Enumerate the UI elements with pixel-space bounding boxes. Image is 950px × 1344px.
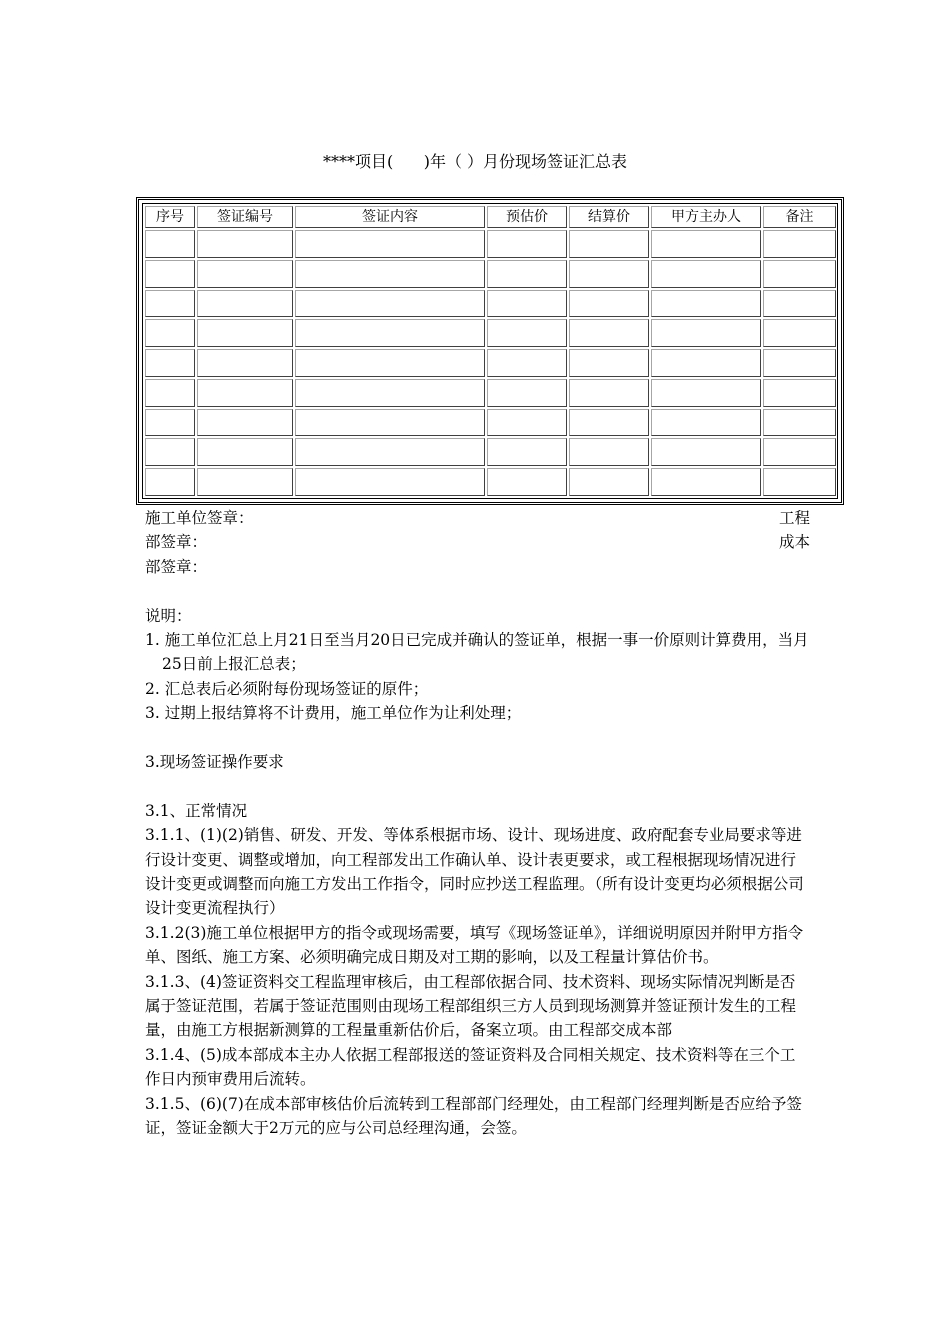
table-cell [569, 260, 649, 288]
table-cell [197, 260, 293, 288]
cost-dept-signature-label: 部签章： [145, 557, 208, 576]
table-header-row [145, 206, 836, 228]
subsection-heading: 3.1、正常情况 [145, 801, 248, 820]
col-header-visa-content: 签证内容 [295, 206, 485, 228]
table-cell [651, 319, 761, 347]
table-cell [145, 468, 195, 496]
col-header-estimated-price: 预估价 [487, 206, 567, 228]
table-cell [295, 438, 485, 466]
note-item-2: 2. 汇总表后必须附每份现场签证的原件； [145, 679, 429, 698]
table-cell [145, 290, 195, 318]
table-row [145, 468, 836, 496]
table-row [145, 319, 836, 347]
signature-line-3 [145, 555, 810, 579]
table-cell [295, 319, 485, 347]
table-cell [763, 438, 836, 466]
table-cell [487, 230, 567, 258]
table-cell [145, 438, 195, 466]
table-cell [651, 379, 761, 407]
table-cell [295, 468, 485, 496]
table-cell [569, 468, 649, 496]
note-item-1: 1. 施工单位汇总上月21日至当月20日已完成并确认的签证单，根据一事一价原则计算费用，当月25日前上报汇总表； [145, 631, 809, 674]
table-cell [145, 409, 195, 437]
contractor-signature-label: 施工单位签章： [145, 509, 254, 527]
table-row [145, 290, 836, 318]
summary-table-inner-border [142, 203, 838, 499]
table-cell [197, 379, 293, 407]
col-header-index: 序号 [145, 206, 195, 228]
table-cell [651, 409, 761, 437]
engineering-dept-signature-label: 部签章： [145, 533, 208, 552]
table-cell [295, 290, 485, 318]
table-cell [145, 379, 195, 407]
table-cell [651, 230, 761, 258]
table-cell [145, 349, 195, 377]
table-cell [763, 409, 836, 437]
table-cell [295, 260, 485, 288]
table-cell [569, 290, 649, 318]
table-cell [487, 468, 567, 496]
table-cell [197, 349, 293, 377]
signature-line-1 [145, 506, 810, 530]
table-cell [487, 319, 567, 347]
table-cell [651, 260, 761, 288]
section-heading: 3.现场签证操作要求 [145, 753, 284, 772]
table-cell [197, 438, 293, 466]
paragraph-3-1-3: 3.1.3、(4)签证资料交工程监理审核后，由工程部依据合同、技术资料、现场实际情况判断是否属于签证范围，若属于签证范围则由现场工程部组织三方人员到现场测算并签证预计发生的工程量，由施工方根据新测算的工程量重新估价后，备案立项。由工程部交成本部 [145, 972, 797, 1040]
cost-label-part: 成本 [778, 533, 810, 552]
table-cell [295, 409, 485, 437]
table-cell [145, 230, 195, 258]
table-row [145, 409, 836, 437]
table-cell [487, 379, 567, 407]
table-cell [763, 349, 836, 377]
table-row [145, 260, 836, 288]
table-cell [651, 349, 761, 377]
table-cell [295, 349, 485, 377]
paragraph-3-1-2: 3.1.2(3)施工单位根据甲方的指令或现场需要，填写《现场签证单》，详细说明原因并附甲方指令单、图纸、施工方案、必须明确完成日期及对工期的影响，以及工程量计算估价书。 [145, 923, 804, 967]
table-cell [651, 468, 761, 496]
table-cell [197, 230, 293, 258]
engineering-label-part: 工程 [778, 509, 810, 527]
paragraph-3-1-1: 3.1.1、(1)(2)销售、研发、开发、等体系根据市场、设计、现场进度、政府配套专业局要求等进行设计变更、调整或增加，向工程部发出工作确认单、设计表更要求，或工程根据现场情况进行设计变更或调整而向施工方发出工作指令，同时应抄送工程监理。（所有设计变更均必须根据公司设计变更流程执行） [145, 826, 804, 918]
summary-table [143, 204, 838, 498]
table-cell [197, 468, 293, 496]
table-cell [651, 438, 761, 466]
table-cell [487, 260, 567, 288]
table-cell [763, 260, 836, 288]
table-cell [569, 409, 649, 437]
table-cell [295, 230, 485, 258]
table-row [145, 230, 836, 258]
table-cell [763, 319, 836, 347]
table-cell [145, 260, 195, 288]
table-cell [197, 319, 293, 347]
table-cell [569, 319, 649, 347]
col-header-visa-number: 签证编号 [197, 206, 293, 228]
table-cell [569, 230, 649, 258]
notes-heading: 说明： [145, 606, 192, 625]
table-cell [569, 349, 649, 377]
signature-line-2 [145, 530, 810, 554]
summary-table-frame [136, 197, 844, 505]
table-cell [295, 379, 485, 407]
table-row [145, 379, 836, 407]
table-body [145, 230, 836, 496]
table-cell [763, 290, 836, 318]
col-header-remarks: 备注 [763, 206, 836, 228]
table-cell [763, 379, 836, 407]
table-cell [763, 230, 836, 258]
paragraph-3-1-5: 3.1.5、(6)(7)在成本部审核估价后流转到工程部部门经理处，由工程部门经理判断是否应给予签证，签证金额大于2万元的应与公司总经理沟通，会签。 [145, 1094, 802, 1138]
col-header-owner-contact: 甲方主办人 [651, 206, 761, 228]
table-cell [487, 290, 567, 318]
table-cell [145, 319, 195, 347]
note-item-3: 3. 过期上报结算将不计费用，施工单位作为让利处理； [145, 704, 522, 723]
table-cell [487, 349, 567, 377]
table-cell [651, 290, 761, 318]
table-cell [197, 409, 293, 437]
table-cell [487, 409, 567, 437]
table-cell [569, 438, 649, 466]
table-row [145, 438, 836, 466]
table-cell [569, 379, 649, 407]
paragraph-3-1-4: 3.1.4、(5)成本部成本主办人依据工程部报送的签证资料及合同相关规定、技术资料等在三个工作日内预审费用后流转。 [145, 1045, 796, 1089]
table-cell [487, 438, 567, 466]
document-body [145, 506, 810, 1141]
table-cell [197, 290, 293, 318]
table-cell [763, 468, 836, 496]
page-title: ****项目( )年（ ）月份现场签证汇总表 [322, 152, 628, 171]
col-header-settlement-price: 结算价 [569, 206, 649, 228]
table-row [145, 349, 836, 377]
